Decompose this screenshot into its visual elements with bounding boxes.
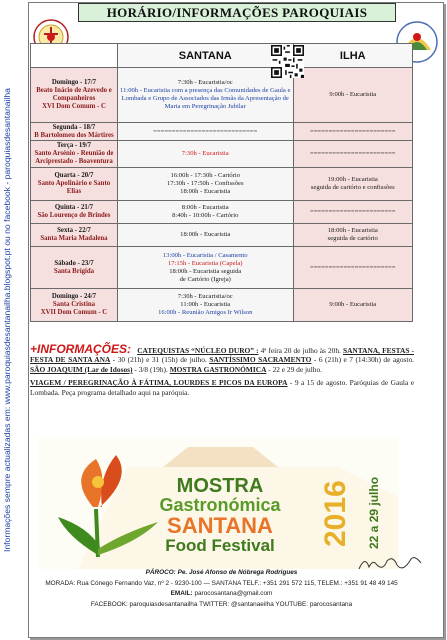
poster-line1: MOSTRA bbox=[176, 475, 264, 497]
day-cell bbox=[31, 123, 118, 141]
santana-line: 13:00h - Eucaristia / Casamento bbox=[162, 251, 248, 259]
sidebar-blog-text: Informações sempre actualizadas em: www.paroquiasdesantanailha.blogspot.pt ou no facebook - paroquiasdesantanailha bbox=[2, 88, 12, 552]
sidebar bbox=[0, 0, 28, 640]
info-joaquim-label: SÃO JOAQUIM (Lar de Idosos) bbox=[30, 364, 133, 374]
table-header-row bbox=[31, 44, 413, 68]
ilha-line: ======================= bbox=[310, 127, 396, 135]
day-cell bbox=[31, 289, 118, 322]
ilha-cell bbox=[293, 224, 412, 247]
table-row bbox=[31, 168, 413, 201]
info-title: +INFORMAÇÕES: bbox=[30, 342, 132, 356]
day-cell bbox=[31, 224, 118, 247]
poster-dates: 22 a 29 julho bbox=[367, 476, 381, 549]
santana-line: 18:00h - Eucaristia bbox=[180, 188, 231, 195]
table-row bbox=[31, 123, 413, 141]
info-section bbox=[30, 342, 415, 397]
day-cell bbox=[31, 201, 118, 224]
santana-cell bbox=[117, 289, 293, 322]
table-row bbox=[31, 224, 413, 247]
santana-line: 16:00h - Reunião Amigos Ir Wilson bbox=[158, 309, 253, 316]
footer-email-line bbox=[30, 589, 413, 600]
santana-line: 16:00h - 17:30h - Cartório bbox=[170, 172, 241, 179]
day-name: Terça - 19/7 bbox=[56, 142, 92, 149]
day-saint: Santo Arsénio - Reunião de Arciprestado - Boaventura bbox=[34, 150, 114, 165]
poster-line4: Food Festival bbox=[165, 536, 275, 555]
day-extra: XVI Dom Comum - C bbox=[42, 103, 106, 110]
footer-address: MORADA: Rua Cónego Fernando Vaz, nº 2 - 9230-100 — SANTANA TELF.: +351 291 572 115, TELEM.: +351 91 48 49 145 bbox=[45, 579, 398, 587]
day-saint: São Lourenço de Brindes bbox=[37, 212, 111, 219]
header-day-empty bbox=[31, 44, 118, 68]
info-mostra-text: - 22 e 29 de julho. bbox=[266, 364, 323, 374]
santana-cell bbox=[117, 201, 293, 224]
santana-line: 11:00h - Eucaristia bbox=[180, 301, 231, 308]
info-catequistas-text: 4ª feira 20 de julho às 20h. bbox=[258, 346, 341, 355]
santana-cell bbox=[117, 141, 293, 168]
day-saint: Santa Brígida bbox=[53, 267, 95, 275]
ilha-line: ======================= bbox=[310, 208, 396, 215]
santana-cell bbox=[117, 247, 293, 289]
ilha-line: seguida de cartório e confissões bbox=[310, 184, 395, 191]
day-cell bbox=[31, 68, 118, 123]
santana-line: 7:30h - Eucaristia/oc bbox=[177, 79, 233, 86]
header-santana: SANTANA bbox=[117, 44, 293, 68]
santana-line: 17:15h - Eucaristia (Capela) bbox=[167, 259, 243, 267]
ilha-cell bbox=[293, 141, 412, 168]
info-joaquim-text: - 3/8 (19h). bbox=[132, 364, 168, 374]
ilha-line: ======================= bbox=[310, 150, 396, 157]
day-cell bbox=[31, 141, 118, 168]
santana-line: de Cartório (Igreja) bbox=[179, 275, 231, 283]
santana-line: 8:40h - 10:00h - Cartório bbox=[172, 212, 239, 219]
footer bbox=[30, 568, 413, 630]
info-sacramento-text: - 6 (21h) e 7 (14:30h) de agosto. bbox=[311, 355, 415, 365]
day-cell bbox=[31, 247, 118, 289]
santana-cell bbox=[117, 68, 293, 123]
santana-line: 17:30h - 17:50h - Confissões bbox=[166, 180, 244, 187]
table-row bbox=[31, 201, 413, 224]
poster-year: 2016 bbox=[319, 480, 352, 547]
day-name: Quinta - 21/7 bbox=[54, 204, 94, 211]
ilha-cell bbox=[293, 68, 412, 123]
santana-line: 8:00h - Eucaristia bbox=[181, 204, 229, 211]
ilha-cell bbox=[293, 247, 412, 289]
table-row bbox=[31, 68, 413, 123]
santana-line: 7:30h - Eucaristia/oc bbox=[177, 293, 233, 300]
table-row bbox=[31, 247, 413, 289]
ilha-cell bbox=[293, 168, 412, 201]
santana-cell bbox=[117, 224, 293, 247]
day-name: Sexta - 22/7 bbox=[57, 227, 91, 234]
footer-priest: PÁROCO: Pe. José Afonso de Nóbrega Rodrigues bbox=[145, 569, 298, 576]
info-festas-text: - 30 (21h) e 31 (15h) de julho. bbox=[110, 355, 207, 365]
poster-line3: SANTANA bbox=[167, 513, 273, 538]
schedule-table bbox=[30, 43, 413, 322]
day-saint: Beato Inácio de Azevedo e Companheiros bbox=[36, 87, 112, 102]
santana-line: ============================ bbox=[153, 127, 258, 135]
santana-cell bbox=[117, 123, 293, 141]
ilha-line: 9:00h - Eucaristia bbox=[329, 301, 377, 308]
table-row bbox=[31, 141, 413, 168]
day-cell bbox=[31, 168, 118, 201]
info-festas-label: SANTANA, FESTAS - FESTA DE SANTA ANA bbox=[30, 346, 414, 365]
poster-line2: Gastronómica bbox=[159, 495, 281, 515]
qr-code-icon bbox=[271, 45, 304, 78]
ilha-line: 18:00h - Eucaristia bbox=[327, 227, 378, 234]
santana-line: 18:00h - Eucaristia seguida bbox=[169, 267, 242, 275]
ilha-line: 19:00h - Eucaristia bbox=[327, 176, 378, 183]
info-sacramento-label: SANTÍSSIMO SACRAMENTO bbox=[209, 355, 312, 365]
info-catequistas-label: CATEQUISTAS “NÚCLEO DURO” : bbox=[137, 346, 259, 355]
info-viagem-label: VIAGEM / PEREGRINAÇÃO À FÁTIMA, LOURDES E PICOS DA EUROPA bbox=[30, 378, 288, 388]
ilha-line: 9:00h - Eucaristia bbox=[329, 91, 377, 98]
footer-social: FACEBOOK: paroquiasdesantanailha TWITTER: @santanaeilha YOUTUBE: parocosantana bbox=[90, 600, 353, 608]
day-saint: Santa Maria Madalena bbox=[40, 235, 108, 242]
day-name: Segunda - 18/7 bbox=[52, 123, 96, 131]
day-name: Sábado - 23/7 bbox=[54, 259, 94, 267]
table-row bbox=[31, 289, 413, 322]
page-title: HORÁRIO/INFORMAÇÕES PAROQUIAIS bbox=[78, 3, 396, 22]
santana-cell bbox=[117, 168, 293, 201]
day-saint: Santo Apolinário e Santo Elias bbox=[37, 180, 111, 195]
day-name: Quarta - 20/7 bbox=[54, 172, 94, 179]
ilha-line: seguida de cartório bbox=[327, 235, 378, 242]
ilha-cell bbox=[293, 201, 412, 224]
ilha-cell bbox=[293, 289, 412, 322]
santana-line: 18:00h - Eucaristia bbox=[180, 231, 231, 238]
footer-email-label: EMAIL: bbox=[170, 590, 193, 597]
info-viagem-text: - 9 a 15 de agosto. Paróquias de Gaula e Lombada. Peça programa detalhado aqui na paróquia. bbox=[30, 378, 414, 397]
info-mostra-label: MOSTRA GASTRONÓMICA bbox=[169, 364, 267, 374]
santana-line: 11:00h - Eucaristia com a presença das Comunidades de Gaula e Lombada e Grupo de Associados das Irmãs da Apresentação de Maria em Peregrinação Jubilar bbox=[120, 87, 291, 110]
day-name: Domingo - 17/7 bbox=[51, 79, 97, 86]
food-festival-poster bbox=[38, 437, 399, 569]
day-name: Domingo - 24/7 bbox=[51, 293, 97, 300]
day-saint: B Bartolomeu dos Mártires bbox=[34, 131, 114, 139]
footer-email[interactable]: parocosantana@gmail.com bbox=[194, 590, 273, 597]
header-ilha: ILHA bbox=[293, 44, 412, 68]
ilha-line: ======================= bbox=[310, 263, 396, 271]
santana-line: 7:30h - Eucaristia bbox=[181, 150, 229, 157]
day-saint: Santa Cristina bbox=[52, 301, 96, 308]
ilha-cell bbox=[293, 123, 412, 141]
day-extra: XVII Dom Comum - C bbox=[40, 309, 108, 316]
